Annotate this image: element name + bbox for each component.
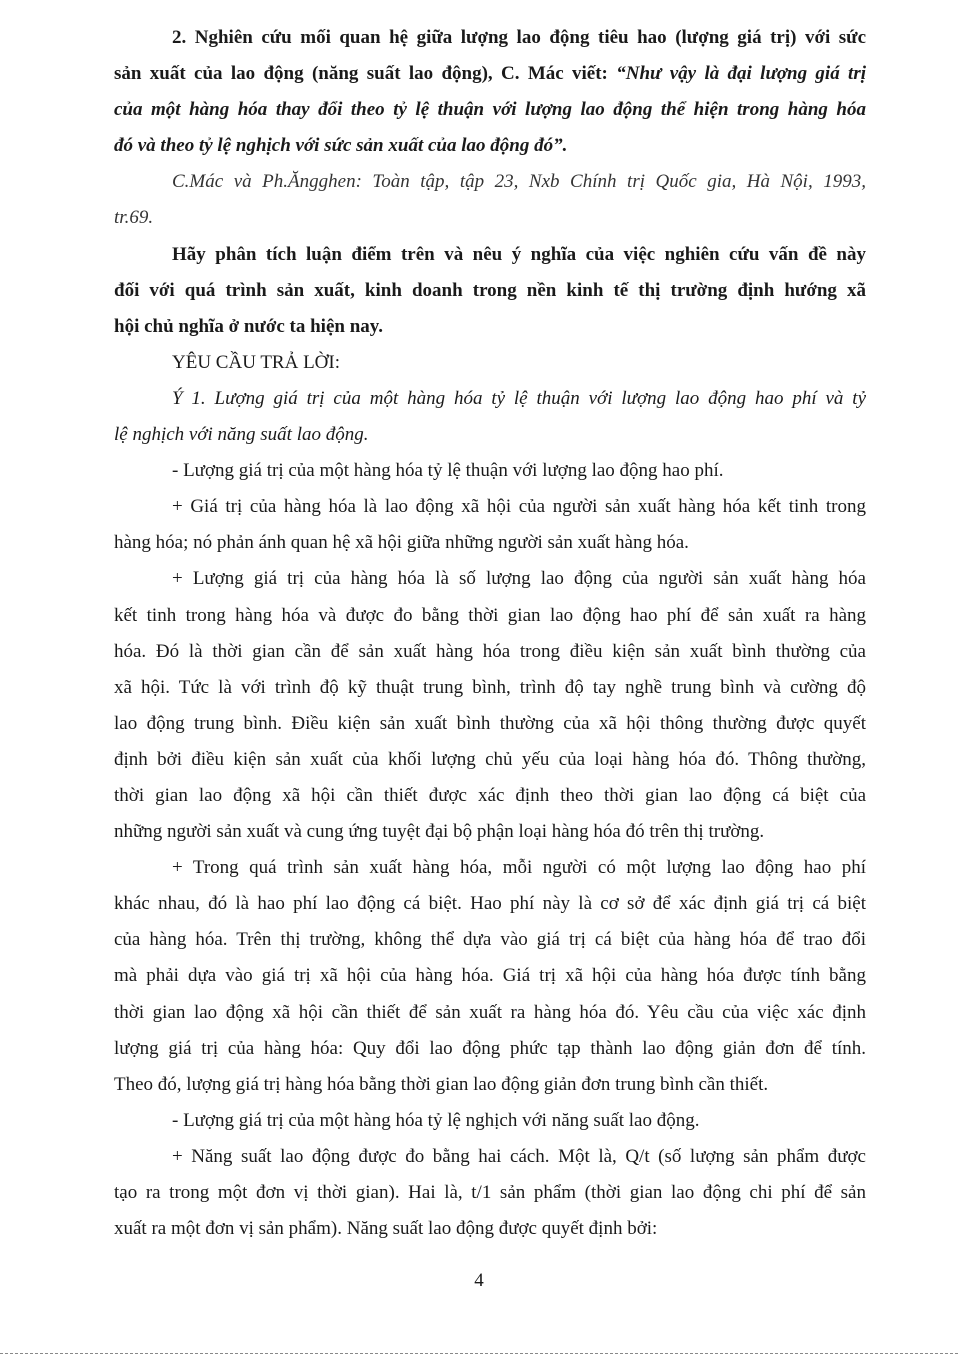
task-line-1: Hãy phân tích luận điểm trên và nêu ý nghĩa của việc nghiên cứu vấn đề này [172, 243, 866, 265]
body-line: + Lượng giá trị của hàng hóa là số lượng lao động của người sản xuất hàng hóa [172, 568, 866, 590]
body-line: lượng giá trị của hàng hóa: Quy đổi lao động phức tạp thành lao động giản đơn để tính. [114, 1037, 866, 1059]
point-1-title-line-2: lệ nghịch với năng suất lao động. [114, 424, 369, 446]
body-line: kết tinh trong hàng hóa và được đo bằng thời gian lao động hao phí để sản xuất ra hàng [114, 604, 866, 626]
point-1-title-line-1: Ý 1. Lượng giá trị của một hàng hóa tỷ lệ thuận với lượng lao động hao phí và tỷ [172, 387, 866, 409]
marx-quote-start: “Như vậy là đại lượng giá trị [616, 63, 866, 85]
body-line: lao động trung bình. Điều kiện sản xuất bình thường của xã hội thông thường được quyết [114, 712, 866, 734]
question-line-2 [114, 56, 866, 92]
marx-quote-line-4: đó và theo tỷ lệ nghịch với sức sản xuất của lao động đó”. [114, 135, 568, 157]
body-line: xuất ra một đơn vị sản phẩm). Năng suất lao động được quyết định bởi: [114, 1218, 658, 1240]
body-line: của hàng hóa. Trên thị trường, không thể dựa vào giá trị cá biệt của hàng hóa để trao đổi [114, 929, 866, 951]
document-page [114, 20, 866, 1247]
question-lead-line: 2. Nghiên cứu mối quan hệ giữa lượng lao động tiêu hao (lượng giá trị) với sức [172, 27, 866, 48]
task-line-3: hội chủ nghĩa ở nước ta hiện nay. [114, 315, 383, 337]
body-line: hóa. Đó là thời gian cần để sản xuất hàng hóa trong điều kiện sản xuất bình thường của [114, 640, 866, 662]
body-line: - Lượng giá trị của một hàng hóa tỷ lệ nghịch với năng suất lao động. [172, 1109, 700, 1131]
body-line: khác nhau, đó là hao phí lao động cá biệt. Hao phí này là cơ sở để xác định giá trị cá biệt [114, 893, 866, 915]
page-number: 4 [474, 1270, 484, 1291]
body-line: mà phải dựa vào giá trị xã hội của hàng hóa. Giá trị xã hội của hàng hóa được tính bằng [114, 965, 866, 987]
page-bottom-divider [0, 1353, 958, 1354]
question-line-2-bold: sản xuất của lao động (năng suất lao động), C. Mác viết: [114, 63, 617, 85]
body-line: thời gian lao động xã hội cần thiết được xác định theo thời gian lao động cá biệt của [114, 784, 866, 806]
body-line: tạo ra trong một đơn vị thời gian). Hai là, t/1 sản phẩm (thời gian lao động chi phí để sản [114, 1182, 866, 1203]
body-line: xã hội. Tức là với trình độ kỹ thuật trung bình, trình độ tay nghề trung bình và cường độ [114, 676, 866, 698]
body-line: hàng hóa; nó phản ánh quan hệ xã hội giữa những người sản xuất hàng hóa. [114, 532, 689, 554]
task-line-2: đối với quá trình sản xuất, kinh doanh trong nền kinh tế thị trường định hướng xã [114, 279, 866, 301]
body-line: thời gian lao động xã hội cần thiết để sản xuất ra hàng hóa đó. Yêu cầu của việc xác định [114, 1001, 866, 1023]
body-line: Theo đó, lượng giá trị hàng hóa bằng thời gian lao động giản đơn trung bình cần thiết. [114, 1073, 769, 1095]
body-line: + Trong quá trình sản xuất hàng hóa, mỗi người có một lượng lao động hao phí [172, 857, 866, 879]
body-line: - Lượng giá trị của một hàng hóa tỷ lệ thuận với lượng lao động hao phí. [172, 460, 724, 482]
citation-line-1: C.Mác và Ph.Ăngghen: Toàn tập, tập 23, Nxb Chính trị Quốc gia, Hà Nội, 1993, [172, 171, 866, 193]
body-line: những người sản xuất và cung ứng tuyệt đại bộ phận loại hàng hóa đó trên thị trường. [114, 821, 765, 843]
body-line: + Giá trị của hàng hóa là lao động xã hội của người sản xuất hàng hóa kết tinh trong [172, 496, 866, 518]
marx-quote-line-3: của một hàng hóa thay đổi theo tỷ lệ thuận với lượng lao động thể hiện trong hàng hóa [114, 99, 866, 121]
citation-line-2: tr.69. [114, 207, 154, 229]
body-line: định bởi điều kiện sản xuất của khối lượng chủ yếu của loại hàng hóa đó. Thông thường, [114, 748, 866, 770]
answer-heading: YÊU CẦU TRẢ LỜI: [172, 351, 341, 373]
body-line: + Năng suất lao động được đo bằng hai cách. Một là, Q/t (số lượng sản phẩm được [172, 1145, 866, 1167]
